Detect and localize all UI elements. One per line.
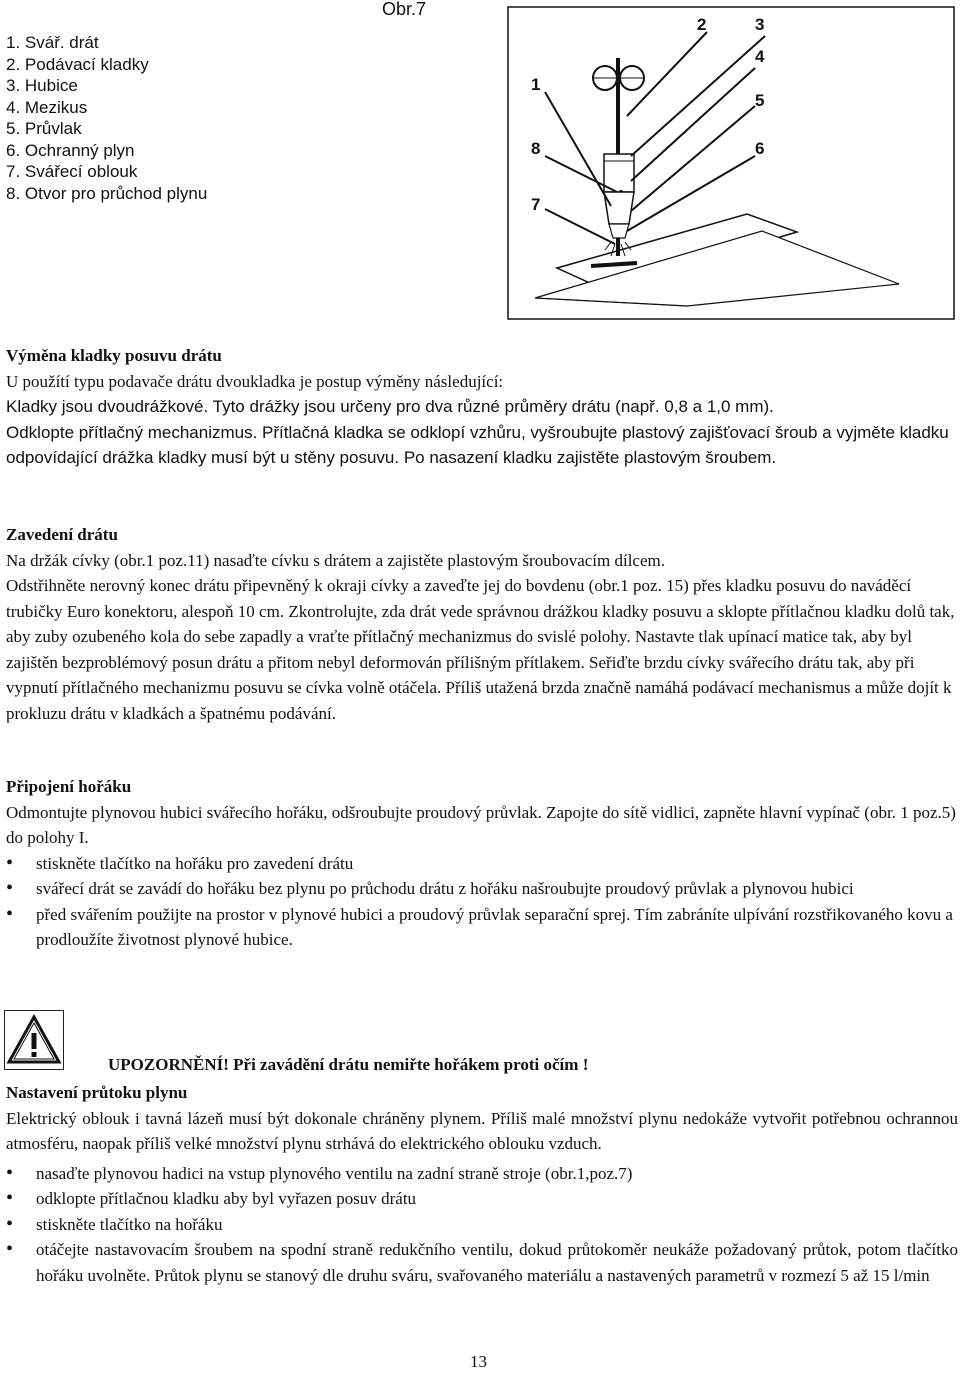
paragraph: Kladky jsou dvoudrážkové. Tyto drážky jsou určeny pro dva různé průměry drátu (např. 0,8 a 1,0 mm).: [6, 397, 774, 416]
legend-item: 5. Průvlak: [6, 119, 82, 138]
callout-3: 3: [755, 15, 765, 34]
list-item: • stiskněte tlačítko na hořáku pro zavedení drátu: [6, 851, 958, 877]
legend-item: 1. Svář. drát: [6, 33, 99, 52]
legend-item: 3. Hubice: [6, 76, 78, 95]
warning-sign: [4, 1010, 64, 1070]
callout-8: 8: [531, 139, 541, 158]
page-number: 13: [470, 1352, 487, 1371]
list-item: • před svářením použijte na prostor v plynové hubici a proudový průvlak separační sprej. Tím zabráníte ulpívání rozstřikovaného kovu a prodloužíte životnost plynové hubice.: [6, 902, 958, 953]
paragraph: Odstřihněte nerovný konec drátu připevněný k okraji cívky a zaveďte jej do bovdenu (obr.1 poz. 15) přes kladku posuvu do naváděcí trubičky Euro konektoru, alespoň 10 cm. Zkontrolujte, zda drát vede správnou drážkou kladky posuvu a sklopte přítlačnou kladku dolů tak, aby zuby ozubeného kola do sebe zapadly a vraťte přítlačný mechanizmus do svislé polohy. Nastavte tlak upínací matice tak, aby byl zajištěn bezproblémový posun drátu a přitom nebyl deformován přílišným přítlakem. Seřiďte brzdu cívky svářecího drátu tak, aby při vypnutí přítlačného mechanizmu posuvu se cívka volně otáčela. Příliš utažená brzda značně namáhá podávací mechanismus a může dojít k prokluzu drátu v kladkách a špatnému podávání.: [6, 576, 955, 723]
legend-item: 6. Ochranný plyn: [6, 140, 135, 160]
bullet-list: [6, 1161, 958, 1289]
legend-item: 8. Otvor pro průchod plynu: [6, 183, 208, 203]
legend-item: 7. Svářecí oblouk: [6, 162, 138, 181]
paragraph: U použítí typu podavače drátu dvoukladka je postup výměny následující:: [6, 371, 504, 391]
paragraph: Odklopte přítlačný mechanizmus. Přítlačná kladka se odklopí vzhůru, vyšroubujte plastový zajišťovací šroub a vyjměte kladku odpovídající drážka kladky musí být u stěny posuvu. Po nasazení kladku zajistěte plastovým šroubem.: [6, 422, 949, 467]
legend-item: 2. Podávací kladky: [6, 54, 149, 74]
callout-4: 4: [755, 47, 765, 66]
contact-tip: [609, 224, 629, 238]
warning-text: UPOZORNĚNÍ! Při zavádění drátu nemiřte hořákem proti očím !: [108, 1055, 589, 1074]
paragraph: Odmontujte plynovou hubici svářecího hořáku, odšroubujte proudový průvlak. Zapojte do sítě vidlici, zapněte hlavní vypínač (obr. 1 poz.5) do polohy I.: [6, 802, 956, 847]
figure-legend: [6, 32, 207, 204]
bullet-list: [6, 851, 958, 953]
section-heading: Nastavení průtoku plynu: [6, 1083, 188, 1102]
paragraph: Elektrický oblouk i tavná lázeň musí být dokonale chráněny plynem. Příliš malé množství plynu nedokáže vytvořit potřebnou ochrannou atmosféru, naopak příliš velké množství plynu strhává do elektrického oblouku vzduch.: [6, 1108, 958, 1153]
section-wire-roller-replacement: [6, 343, 958, 471]
gas-nozzle: [604, 192, 634, 224]
torch-body: [604, 154, 634, 192]
list-item: • otáčejte nastavovacím šroubem na spodní straně redukčního ventilu, dokud průtokoměr neukáže požadovaný průtok, potom tlačítko hořáku uvolněte. Průtok plynu se stanový dle druhu sváru, svařovaného materiálu a nastavených parametrů v rozmezí 5 až 15 l/min: [6, 1237, 958, 1288]
paragraph: Na držák cívky (obr.1 poz.11) nasaďte cívku s drátem a zajistěte plastovým šroubovacím dílcem.: [6, 550, 665, 570]
list-item: • nasaďte plynovou hadici na vstup plynového ventilu na zadní straně stroje (obr.1,poz.7): [6, 1161, 958, 1187]
callout-2: 2: [697, 15, 707, 34]
legend-item: 4. Mezikus: [6, 97, 88, 117]
list-item: • stiskněte tlačítko na hořáku: [6, 1212, 958, 1238]
section-gas-flow-setting: [6, 1080, 958, 1288]
callout-6: 6: [755, 139, 765, 158]
callout-5: 5: [755, 91, 765, 110]
section-torch-connection: [6, 774, 958, 953]
section-heading: Zavedení drátu: [6, 525, 118, 544]
section-wire-insertion: [6, 522, 958, 726]
warning-triangle-icon: [5, 1011, 63, 1069]
callout-1: 1: [531, 75, 541, 94]
section-heading: Výměna kladky posuvu drátu: [6, 346, 222, 365]
list-item: • svářecí drát se zavádí do hořáku bez plynu po průchodu drátu z hořáku našroubujte proudový průvlak a plynovou hubici: [6, 876, 958, 902]
callout-7: 7: [531, 195, 541, 214]
wire-feed-diagram: [507, 6, 955, 320]
figure-caption: Obr.7: [382, 0, 427, 19]
list-item: • odklopte přítlačnou kladku aby byl vyřazen posuv drátu: [6, 1186, 958, 1212]
section-heading: Připojení hořáku: [6, 777, 132, 796]
